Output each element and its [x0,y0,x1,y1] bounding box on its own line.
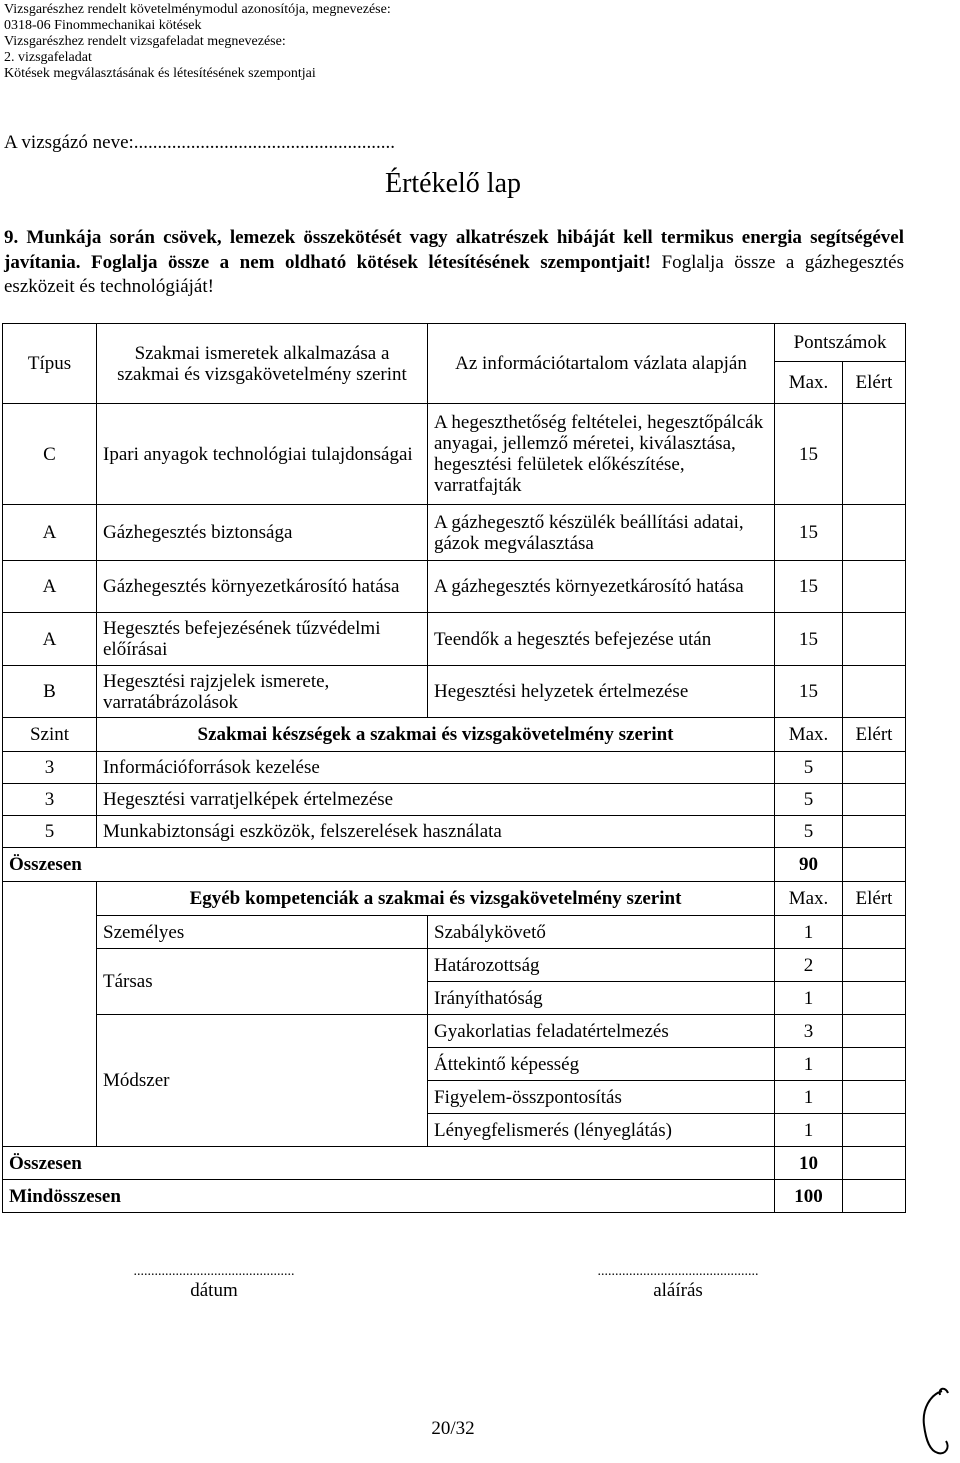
blank-cell [3,1114,97,1147]
outline-cell: A gázhegesztő készülék beállítási adatai, gázok megválasztása [428,505,775,561]
topic-cell: Ipari anyagok technológiai tulajdonságai [97,404,428,505]
header-line: Vizsgarészhez rendelt követelménymodul azonosítója, megnevezése: [4,2,391,17]
header-skills: Szakmai készségek a szakmai és vizsgakövetelmény szerint [97,718,775,752]
table-row [3,916,906,949]
evaluation-table [2,323,906,1213]
max-cell: 15 [775,613,843,666]
achieved-cell[interactable] [843,1015,906,1048]
table-row [3,613,906,666]
total-achieved[interactable] [843,1147,906,1180]
grand-total-row [3,1180,906,1213]
date-label: dátum [190,1280,238,1301]
blank-cell [3,882,97,916]
date-line[interactable]: .............................................. [133,1264,295,1279]
date-signature-block [84,1264,344,1302]
topic-cell: Gázhegesztés környezetkárosító hatása [97,561,428,613]
achieved-cell[interactable] [843,1081,906,1114]
grand-total-achieved[interactable] [843,1180,906,1213]
max-cell: 5 [775,784,843,816]
header-max: Max. [775,718,843,752]
max-cell: 5 [775,752,843,784]
header-max: Max. [775,362,843,404]
max-cell: 1 [775,1081,843,1114]
header-knowledge: Szakmai ismeretek alkalmazása a szakmai és vizsgakövetelmény szerint [97,324,428,404]
page-number: 20/32 [431,1418,475,1439]
max-cell: 15 [775,505,843,561]
task-description [4,226,904,300]
header-line: Kötések megválasztásának és létesítésének szempontjai [4,66,316,81]
topic-cell: Hegesztési rajzjelek ismerete, varratábrázolások [97,666,428,718]
level-cell: 5 [3,816,97,848]
competency-cell: Határozottság [428,949,775,982]
competency-cell: Lényegfelismerés (lényeglátás) [428,1114,775,1147]
grand-total-label: Mindösszesen [3,1180,775,1213]
competency-group: Személyes [97,916,428,949]
total-label: Összesen [3,1147,775,1180]
table-row [3,784,906,816]
outline-cell: A gázhegesztés környezetkárosító hatása [428,561,775,613]
outline-cell: A hegeszthetőség feltételei, hegesztőpálcák anyagai, jellemző méretei, kiválasztása, hegesztési felületek előkészítése, varratfajták [428,404,775,505]
header-max: Max. [775,882,843,916]
achieved-cell[interactable] [843,982,906,1015]
max-cell: 3 [775,1015,843,1048]
header-line: 0318-06 Finommechanikai kötések [4,18,202,33]
max-cell: 15 [775,404,843,505]
competency-cell: Áttekintő képesség [428,1048,775,1081]
table-row [3,816,906,848]
type-cell: A [3,561,97,613]
document-header [4,2,391,82]
header-competencies: Egyéb kompetenciák a szakmai és vizsgakövetelmény szerint [97,882,775,916]
achieved-cell[interactable] [843,816,906,848]
topic-cell: Hegesztés befejezésének tűzvédelmi előírásai [97,613,428,666]
table-row [3,505,906,561]
table-row [3,561,906,613]
page-title: Értékelő lap [384,168,522,199]
task-normal-text: Foglalja össze a gázhegesztés eszközeit és technológiáját! [4,251,904,297]
header-level: Szint [3,718,97,752]
achieved-cell[interactable] [843,949,906,982]
total-label: Összesen [3,848,775,882]
achieved-cell[interactable] [843,1048,906,1081]
max-cell: 2 [775,949,843,982]
header-outline: Az információtartalom vázlata alapján [428,324,775,404]
type-cell: A [3,613,97,666]
table-row [3,666,906,718]
total-max: 90 [775,848,843,882]
max-cell: 1 [775,982,843,1015]
achieved-cell[interactable] [843,505,906,561]
achieved-cell[interactable] [843,916,906,949]
competency-cell: Irányíthatóság [428,982,775,1015]
competency-group: Társas [97,949,428,1015]
max-cell: 15 [775,666,843,718]
competency-cell: Szabálykövető [428,916,775,949]
examinee-name-field: A vizsgázó neve:....................................................... [4,132,396,153]
competency-cell: Gyakorlatias feladatértelmezés [428,1015,775,1048]
achieved-cell[interactable] [843,613,906,666]
skill-cell: Munkabiztonsági eszközök, felszerelések használata [97,816,775,848]
achieved-cell[interactable] [843,561,906,613]
skills-total-row [3,848,906,882]
signature-label: aláírás [653,1280,703,1301]
outline-cell: Teendők a hegesztés befejezése után [428,613,775,666]
signature-block [546,1264,810,1302]
blank-cell [3,1015,97,1048]
type-cell: A [3,505,97,561]
table-row [3,404,906,505]
blank-cell [3,982,97,1015]
competency-group: Módszer [97,1015,428,1147]
max-cell: 5 [775,816,843,848]
level-cell: 3 [3,752,97,784]
task-bold-text: 9. Munkája során csövek, lemezek összekötését vagy alkatrészek hibáját kell termikus energia segítségével javítania. Foglalja össze a nem oldható kötések létesítésének szempontjait! [4,227,904,273]
achieved-cell[interactable] [843,666,906,718]
max-cell: 1 [775,916,843,949]
topic-cell: Gázhegesztés biztonsága [97,505,428,561]
grand-total-max: 100 [775,1180,843,1213]
max-cell: 15 [775,561,843,613]
handwritten-mark-icon [916,1385,956,1459]
max-cell: 1 [775,1048,843,1081]
skill-cell: Információforrások kezelése [97,752,775,784]
header-achieved: Elért [843,882,906,916]
achieved-cell[interactable] [843,1114,906,1147]
table-row [3,1015,906,1048]
competency-cell: Figyelem-összpontosítás [428,1081,775,1114]
blank-cell [3,1048,97,1081]
level-cell: 3 [3,784,97,816]
competencies-total-row [3,1147,906,1180]
total-max: 10 [775,1147,843,1180]
header-line: Vizsgarészhez rendelt vizsgafeladat megnevezése: [4,34,286,49]
outline-cell: Hegesztési helyzetek értelmezése [428,666,775,718]
type-cell: B [3,666,97,718]
header-achieved: Elért [843,362,906,404]
type-cell: C [3,404,97,505]
blank-cell [3,949,97,982]
header-points: Pontszámok [775,324,906,362]
header-type: Típus [3,324,97,404]
table-row [3,949,906,982]
table-row [3,752,906,784]
total-achieved[interactable] [843,848,906,882]
blank-cell [3,1081,97,1114]
max-cell: 1 [775,1114,843,1147]
signature-line[interactable]: .............................................. [597,1264,759,1279]
header-line: 2. vizsgafeladat [4,50,92,65]
blank-cell [3,916,97,949]
skill-cell: Hegesztési varratjelképek értelmezése [97,784,775,816]
header-achieved: Elért [843,718,906,752]
achieved-cell[interactable] [843,404,906,505]
achieved-cell[interactable] [843,784,906,816]
achieved-cell[interactable] [843,752,906,784]
